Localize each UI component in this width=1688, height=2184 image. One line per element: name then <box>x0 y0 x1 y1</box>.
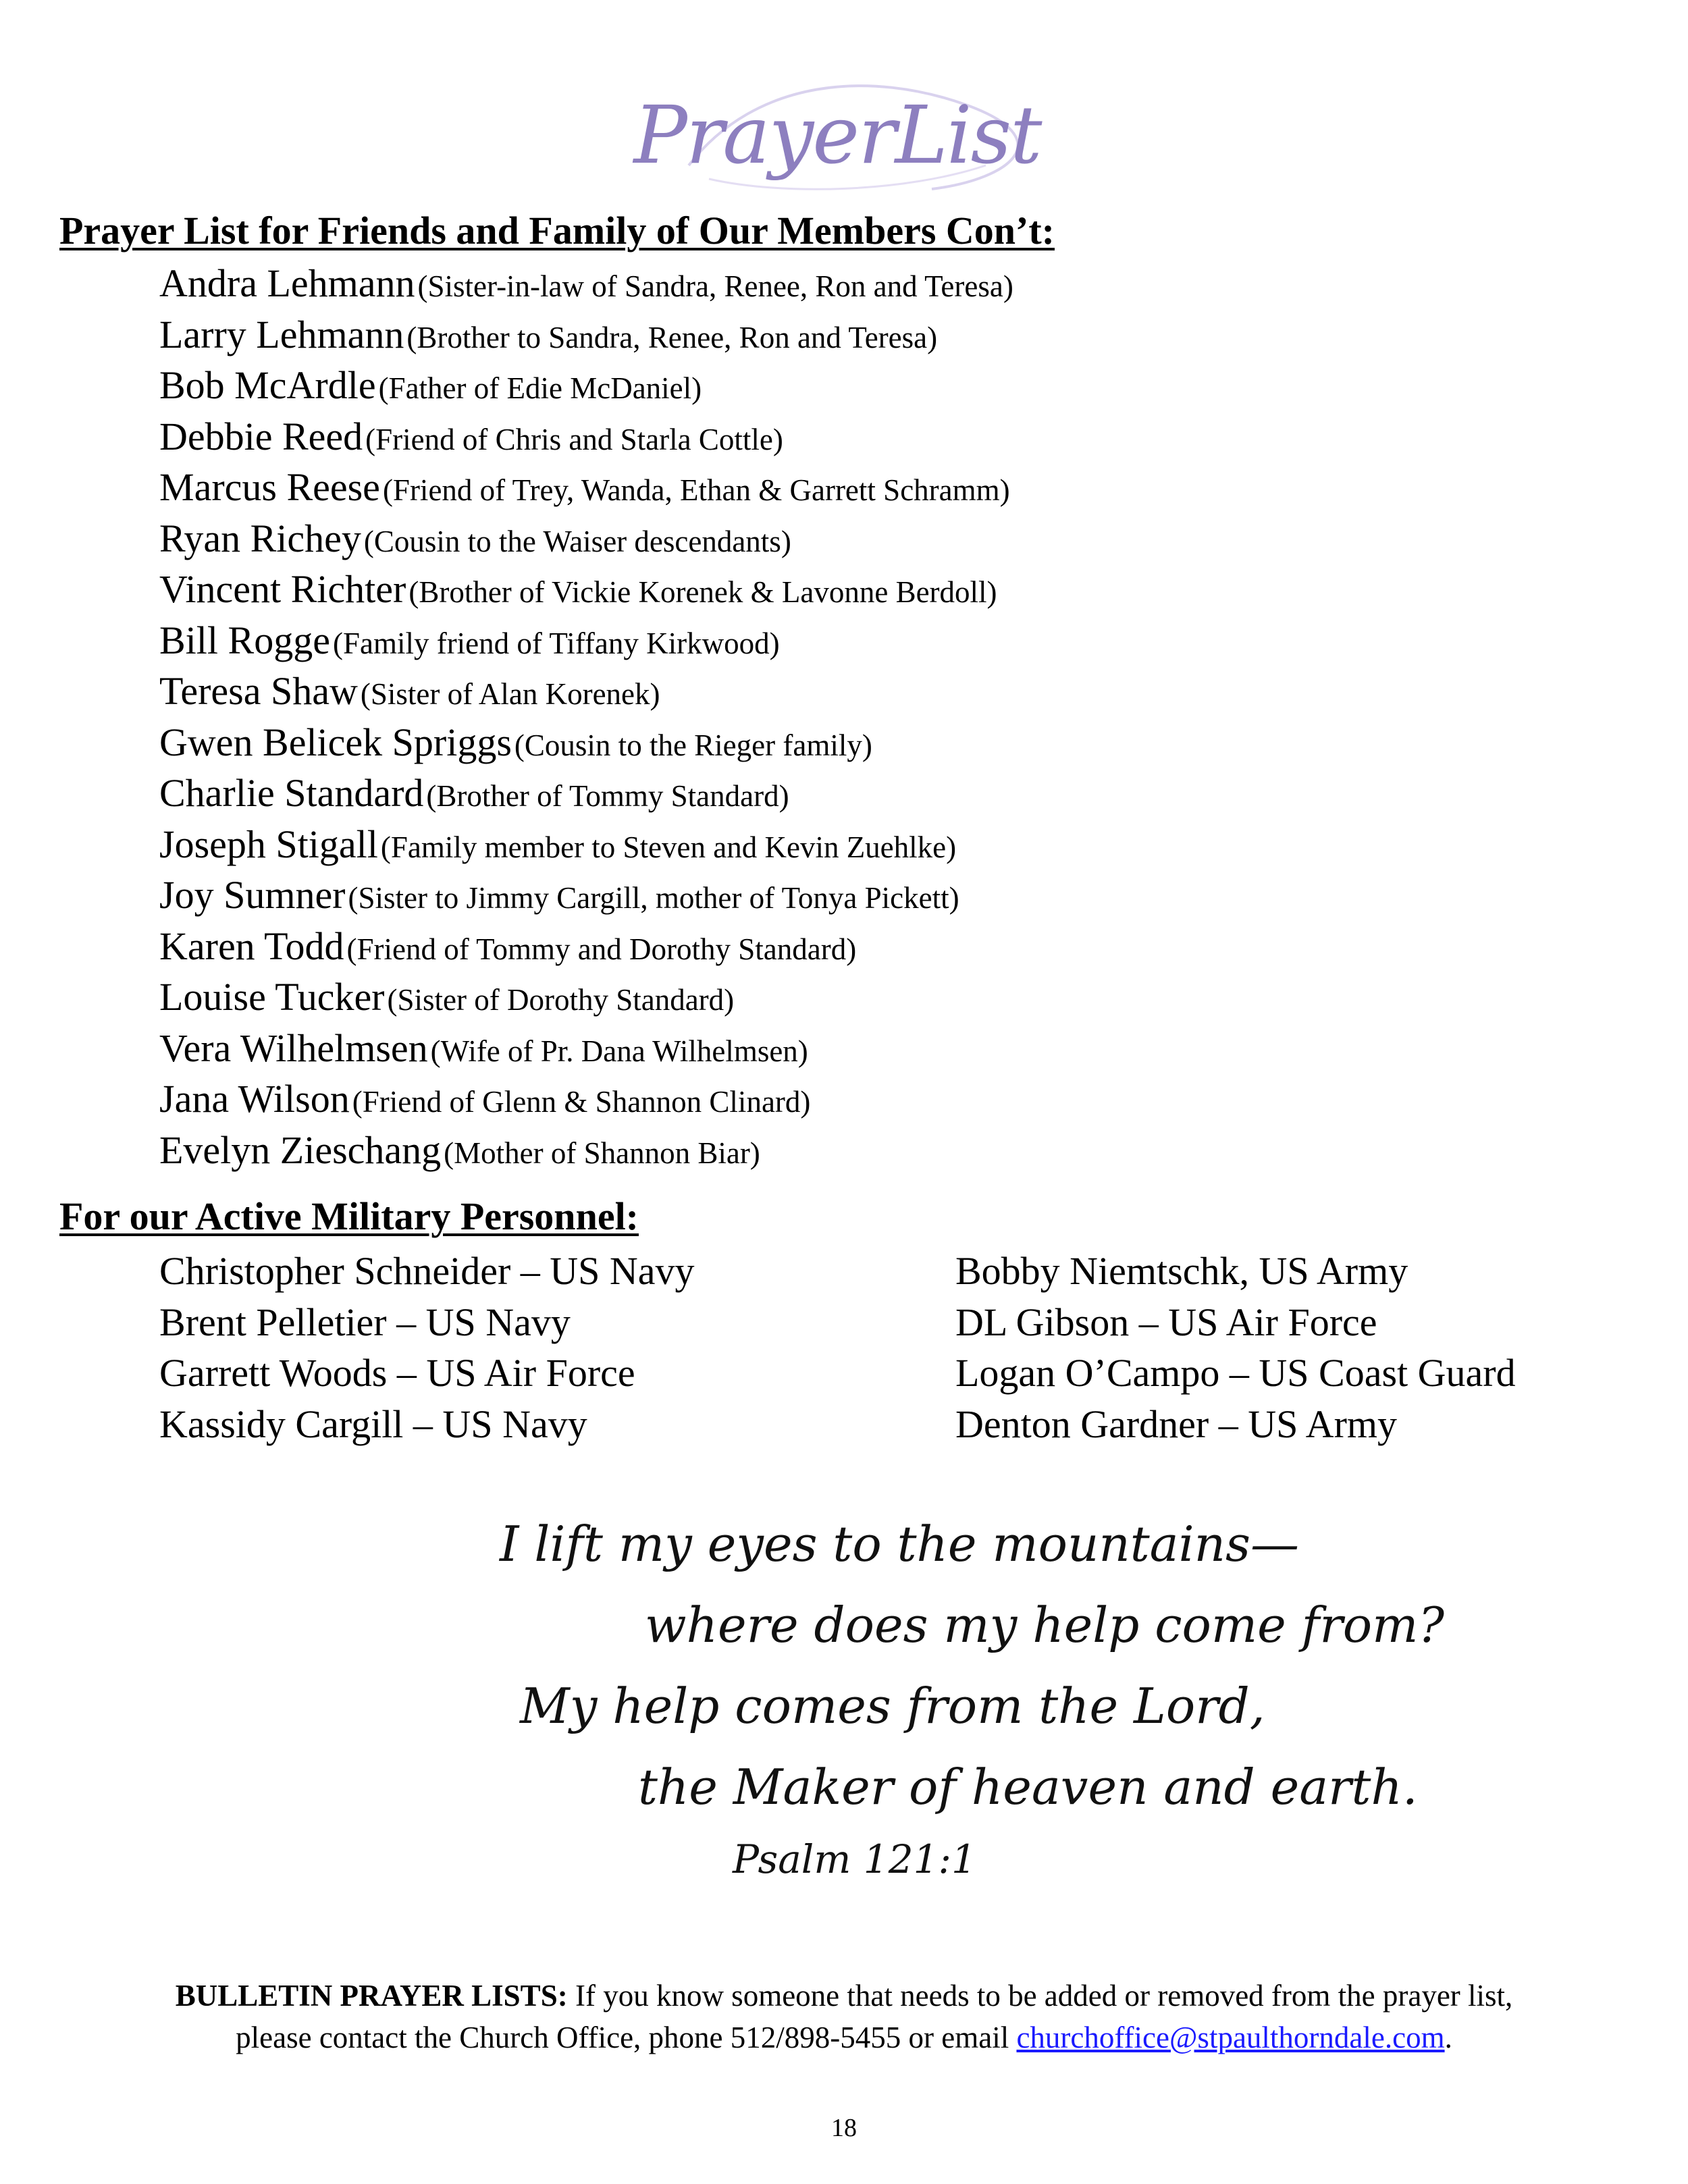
prayer-list-entry <box>159 309 1013 361</box>
entry-name: Ryan Richey <box>159 516 361 560</box>
entry-name: Vincent Richter <box>159 567 406 611</box>
entry-name: Vera Wilhelmsen <box>159 1026 428 1070</box>
entry-relation: (Friend of Glenn & Shannon Clinard) <box>352 1085 811 1119</box>
entry-relation: (Sister of Dorothy Standard) <box>387 983 735 1017</box>
prayer-list-entry <box>159 513 1013 564</box>
prayer-list-entry <box>159 971 1013 1023</box>
entry-relation: (Friend of Chris and Starla Cottle) <box>365 422 783 456</box>
prayer-list-entry <box>159 870 1013 921</box>
entry-name: Bob McArdle <box>159 363 376 407</box>
entry-name: Debbie Reed <box>159 414 363 458</box>
prayer-list-entry <box>159 411 1013 462</box>
military-list-left <box>159 1246 695 1449</box>
military-member: Denton Gardner – US Army <box>955 1402 1398 1446</box>
entry-relation: (Brother of Vickie Korenek & Lavonne Berdoll) <box>408 575 997 609</box>
bulletin-note-line-2 <box>0 2017 1688 2058</box>
prayer-list-entry <box>159 1125 1013 1176</box>
church-office-email-link[interactable]: churchoffice@stpaulthorndale.com <box>1016 2021 1445 2054</box>
verse-line-3: My help comes from the Lord, <box>520 1678 1265 1734</box>
entry-relation: (Family member to Steven and Kevin Zuehlke) <box>380 830 957 864</box>
entry-relation: (Sister-in-law of Sandra, Renee, Ron and Teresa) <box>417 269 1013 303</box>
entry-relation: (Brother of Tommy Standard) <box>426 779 789 813</box>
prayer-list-entry <box>159 717 1013 768</box>
bulletin-note-text-1: If you know someone that needs to be added or removed from the prayer list, <box>567 1979 1513 2013</box>
friends-family-heading: Prayer List for Friends and Family of Our Members Con’t: <box>59 209 1055 252</box>
prayer-list <box>159 258 1013 1175</box>
prayer-list-entry <box>159 360 1013 411</box>
verse-line-1: I lift my eyes to the mountains— <box>500 1516 1299 1572</box>
entry-name: Joseph Stigall <box>159 822 378 866</box>
bulletin-note-line-1 <box>0 1975 1688 2017</box>
logo-text: PrayerList <box>633 88 1041 182</box>
entry-relation: (Brother to Sandra, Renee, Ron and Teresa) <box>406 320 938 354</box>
verse-line-4: the Maker of heaven and earth. <box>638 1759 1418 1815</box>
prayer-list-entry <box>159 258 1013 309</box>
military-list-right <box>955 1246 1516 1449</box>
entry-name: Louise Tucker <box>159 975 385 1019</box>
prayer-list-entry <box>159 921 1013 972</box>
prayer-list-entry <box>159 462 1013 513</box>
entry-relation: (Father of Edie McDaniel) <box>378 371 702 405</box>
bulletin-note-text-2: please contact the Church Office, phone 512/898-5455 or email <box>236 2021 1017 2054</box>
prayer-list-entry <box>159 666 1013 717</box>
entry-name: Charlie Standard <box>159 771 424 815</box>
entry-name: Larry Lehmann <box>159 312 404 356</box>
entry-name: Jana Wilson <box>159 1077 350 1121</box>
entry-name: Andra Lehmann <box>159 261 415 305</box>
entry-name: Marcus Reese <box>159 465 380 509</box>
entry-relation: (Friend of Trey, Wanda, Ethan & Garrett Schramm) <box>382 473 1010 507</box>
entry-relation: (Sister of Alan Korenek) <box>360 677 660 711</box>
entry-name: Bill Rogge <box>159 618 330 662</box>
page-number: 18 <box>831 2114 857 2142</box>
entry-relation: (Family friend of Tiffany Kirkwood) <box>332 626 780 660</box>
military-heading: For our Active Military Personnel: <box>59 1194 639 1238</box>
bulletin-note-suffix: . <box>1444 2021 1452 2054</box>
verse-reference: Psalm 121:1 <box>733 1836 976 1882</box>
prayer-list-entry <box>159 615 1013 666</box>
military-member: Bobby Niemtschk, US Army <box>955 1249 1408 1293</box>
military-member: DL Gibson – US Air Force <box>955 1300 1377 1344</box>
military-member: Christopher Schneider – US Navy <box>159 1249 695 1293</box>
entry-relation: (Wife of Pr. Dana Wilhelmsen) <box>430 1034 808 1068</box>
prayer-list-logo <box>633 64 1041 206</box>
prayer-list-entry <box>159 1023 1013 1074</box>
military-member: Brent Pelletier – US Navy <box>159 1300 571 1344</box>
military-member: Logan O’Campo – US Coast Guard <box>955 1351 1516 1395</box>
prayer-list-entry <box>159 564 1013 615</box>
entry-relation: (Friend of Tommy and Dorothy Standard) <box>346 932 857 966</box>
entry-relation: (Cousin to the Waiser descendants) <box>363 524 791 558</box>
military-member: Garrett Woods – US Air Force <box>159 1351 635 1395</box>
entry-name: Karen Todd <box>159 924 344 968</box>
entry-relation: (Cousin to the Rieger family) <box>514 728 872 762</box>
prayer-list-entry <box>159 1073 1013 1125</box>
entry-name: Joy Sumner <box>159 873 346 917</box>
prayer-list-entry <box>159 768 1013 819</box>
entry-name: Teresa Shaw <box>159 669 358 713</box>
verse-line-2: where does my help come from? <box>645 1597 1444 1653</box>
prayer-list-entry <box>159 819 1013 870</box>
entry-relation: (Mother of Shannon Biar) <box>444 1136 760 1170</box>
entry-name: Evelyn Zieschang <box>159 1127 442 1172</box>
entry-name: Gwen Belicek Spriggs <box>159 720 512 764</box>
entry-relation: (Sister to Jimmy Cargill, mother of Tonya Pickett) <box>348 881 959 915</box>
bulletin-note-label: BULLETIN PRAYER LISTS: <box>175 1979 568 2013</box>
military-member: Kassidy Cargill – US Navy <box>159 1402 587 1446</box>
